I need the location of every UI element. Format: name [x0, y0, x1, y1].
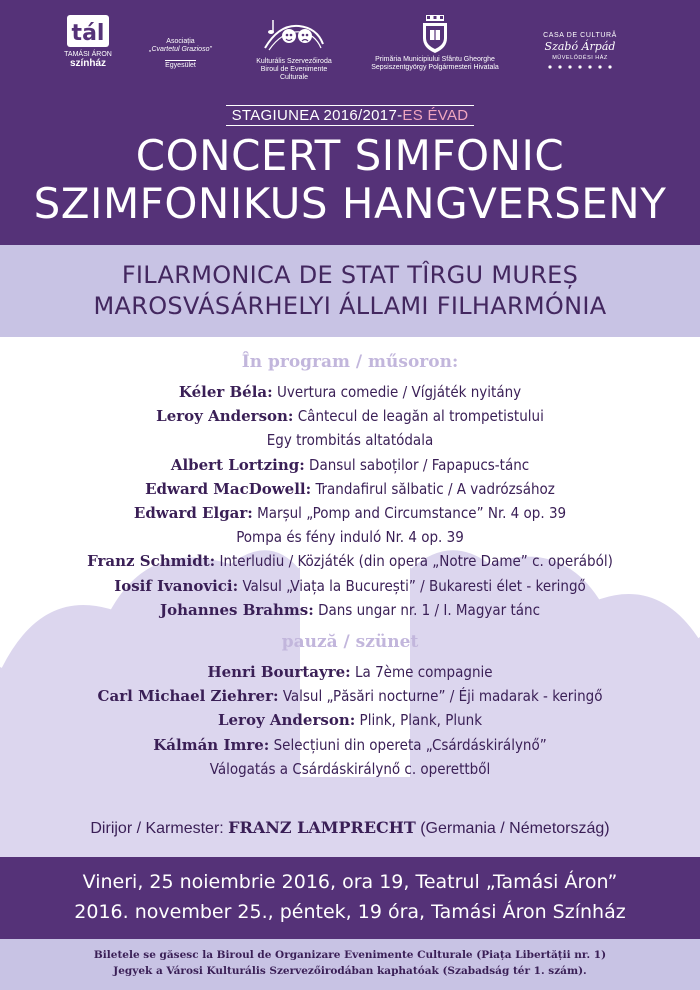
- tamasi-line2: színház: [69, 58, 107, 69]
- program-item: [0, 708, 700, 732]
- program-item: [0, 428, 700, 452]
- date-line-ro: Vineri, 25 noiembrie 2016, ora 19, Teatrul „Tamási Áron”: [82, 871, 618, 893]
- composer-name: Leroy Anderson:: [217, 711, 356, 730]
- tamasi-aron-logo: [58, 14, 118, 90]
- program-item: [0, 598, 700, 622]
- tamasi-aron-mark-icon: [66, 14, 110, 48]
- work-title: Pompa és fény induló Nr. 4 op. 39: [236, 528, 464, 547]
- program-item: [0, 453, 700, 477]
- orchestra-name-ro: FILARMONICA DE STAT TÎRGU MUREȘ: [121, 261, 579, 289]
- work-title: Cântecul de leagăn al trompetistului: [293, 407, 544, 426]
- work-title: Trandafirul sălbatic / A vadrózsához: [311, 479, 555, 498]
- primaria-line1: Primăria Municipiului Sfântu Gheorghe: [375, 56, 495, 63]
- program-heading: În program / műsoron:: [241, 352, 459, 372]
- program-part2: [0, 660, 700, 781]
- program-item: [0, 733, 700, 757]
- work-title: Valsul „Păsări nocturne” / Éji madarak - keringő: [278, 687, 603, 706]
- orchestra-name-hu: MAROSVÁSÁRHELYI ÁLLAMI FILHARMÓNIA: [93, 292, 607, 320]
- tamasi-line1: TAMÁSI ÁRON: [64, 51, 112, 58]
- composer-name: Franz Schmidt:: [87, 552, 216, 571]
- program-item: [0, 525, 700, 549]
- program-item: [0, 380, 700, 404]
- date-band: [0, 857, 700, 939]
- conductor-name: FRANZ LAMPRECHT: [228, 818, 416, 837]
- grazioso-line1: Asociația: [166, 38, 195, 45]
- work-title: Plink, Plank, Plunk: [355, 711, 483, 730]
- program-item: [0, 501, 700, 525]
- tamasi-mark-text: tál: [71, 21, 105, 46]
- program-item: [0, 660, 700, 684]
- grazioso-line2: „Cvartetul Grazioso”: [149, 46, 212, 53]
- casa-line2: Szabó Árpád: [544, 40, 616, 53]
- work-title: Válogatás a Csárdáskirálynő c. operettből: [209, 759, 491, 778]
- program-item: [0, 574, 700, 598]
- composer-name: Henri Bourtayre:: [207, 663, 351, 682]
- intermission-label: pauză / szünet: [281, 632, 419, 653]
- work-title: Dans ungar nr. 1 / I. Magyar tánc: [313, 600, 541, 619]
- sponsor-logos: [0, 14, 700, 90]
- grazioso-logo: [128, 14, 233, 90]
- casa-de-cultura-logo: [525, 14, 635, 90]
- composer-name: Edward Elgar:: [133, 504, 253, 523]
- work-title: Selecțiuni din opereta „Csárdáskirálynő”: [269, 735, 547, 754]
- work-title: La 7ème compagnie: [350, 663, 493, 682]
- composer-name: Johannes Brahms:: [159, 600, 314, 619]
- season-label: [0, 105, 700, 126]
- conductor-line: [0, 818, 700, 838]
- tickets-line-ro: Biletele se găsesc la Biroul de Organizare Evenimente Culturale (Piața Libertății nr. 1): [93, 949, 607, 961]
- casa-line3: MŰVELŐDÉSI HÁZ: [552, 55, 608, 61]
- primaria-logo: [360, 14, 510, 90]
- tickets-line-hu: Jegyek a Városi Kulturális Szervezőirodában kaphatóak (Szabadság tér 1. szám).: [113, 965, 587, 977]
- tickets-info: [0, 939, 700, 990]
- composer-name: Albert Lortzing:: [170, 455, 305, 474]
- composer-name: Carl Michael Ziehrer:: [97, 687, 279, 706]
- work-title: Interludiu / Közjáték (din opera „Notre Dame” c. operából): [215, 552, 613, 571]
- work-title: Uvertura comedie / Vígjáték nyitány: [272, 383, 522, 401]
- conductor-label: Dirijor / Karmester:: [90, 820, 229, 837]
- composer-name: Kálmán Imre:: [153, 735, 270, 754]
- kulturalis-logo: [248, 14, 340, 90]
- primaria-line2: Sepsiszentgyörgy Polgármesteri Hivatala: [371, 64, 499, 71]
- work-title: Valsul „Viața la București” / Bukaresti élet - keringő: [238, 576, 586, 595]
- composer-name: Iosif Ivanovici:: [114, 576, 239, 595]
- program-list: [0, 350, 700, 781]
- program-item: [0, 684, 700, 708]
- composer-name: Edward MacDowell:: [145, 479, 312, 498]
- kulturalis-line1: Kulturális Szervezőiroda: [256, 58, 332, 65]
- theatre-masks-icon: [259, 14, 329, 58]
- program-part1: [0, 380, 700, 622]
- program-item: [0, 757, 700, 781]
- season-suffix: ES ÉVAD: [402, 107, 469, 124]
- casa-line1: CASA DE CULTURĂ: [543, 32, 617, 39]
- grazioso-line3: Egyesület: [165, 62, 196, 69]
- coat-of-arms-icon: [420, 14, 450, 54]
- work-title: Dansul saboților / Fapapucs-tánc: [304, 455, 530, 474]
- program-item: [0, 404, 700, 428]
- concert-title-ro: CONCERT SIMFONIC: [135, 131, 565, 180]
- program-item: [0, 549, 700, 573]
- conductor-country: (Germania / Németország): [415, 820, 610, 837]
- program-item: [0, 477, 700, 501]
- season-prefix: STAGIUNEA 2016/2017-: [231, 107, 403, 124]
- orchestra-band: [0, 245, 700, 337]
- kulturalis-line2: Biroul de Evenimente Culturale: [260, 66, 328, 81]
- work-title: Egy trombitás altatódala: [266, 431, 434, 450]
- concert-title-hu: SZIMFONIKUS HANGVERSENY: [33, 179, 667, 228]
- composer-name: Kéler Béla:: [178, 383, 273, 401]
- composer-name: Leroy Anderson:: [156, 407, 294, 426]
- work-title: Marșul „Pomp and Circumstance” Nr. 4 op. 39: [252, 504, 567, 523]
- header-band: [0, 0, 700, 245]
- date-line-hu: 2016. november 25., péntek, 19 óra, Tamási Áron Színház: [74, 901, 626, 923]
- dots-decoration-icon: [540, 64, 620, 70]
